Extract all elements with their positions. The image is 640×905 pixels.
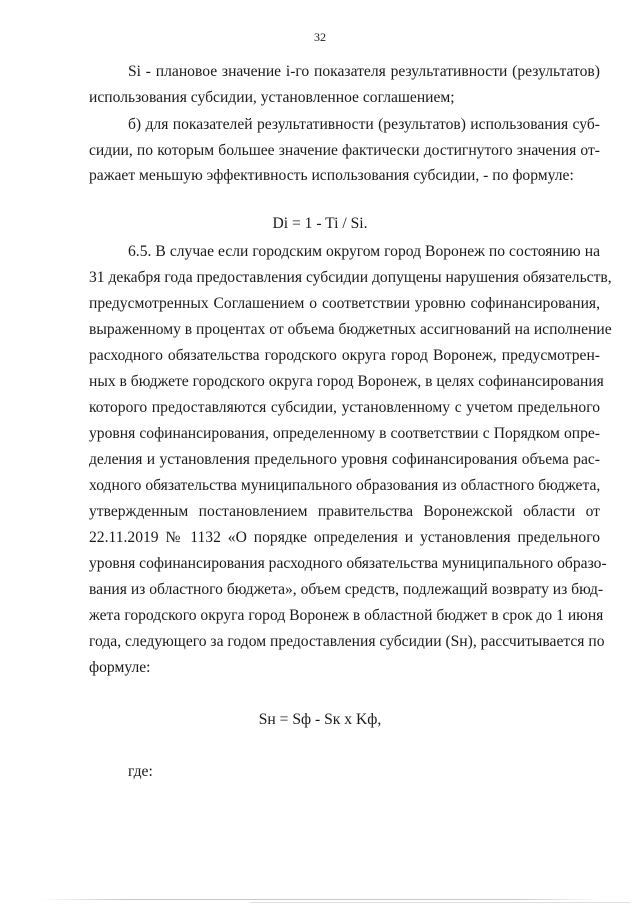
page-number: 32 (314, 30, 326, 44)
scan-edge-line (250, 902, 630, 903)
scan-edge-line (40, 899, 600, 900)
paragraph-3-line-3: предусмотренных Соглашением о соответствии уровню софинансирования, (89, 295, 600, 312)
paragraph-3-line-4: выраженному в процентах от объема бюджетных ассигнований на исполнение (89, 321, 612, 338)
formula-di: Di = 1 - Ti / Si. (272, 215, 368, 232)
paragraph-3-line-16: года, следующего за годом предоставления субсидии (Sн), рассчитывается по (89, 633, 605, 650)
paragraph-2-line-2: сидии, по которым большее значение фактически достигнутого значения от- (89, 142, 600, 159)
paragraph-3-line-15: жета городского округа город Воронеж в областной бюджет в срок до 1 июня (89, 607, 604, 624)
paragraph-3-line-9: деления и установления предельного уровня софинансирования объема рас- (89, 451, 600, 468)
paragraph-1-line-2: использования субсидии, установленное соглашением; (89, 89, 455, 106)
paragraph-3-line-2: 31 декабря года предоставления субсидии допущены нарушения обязательств, (89, 269, 612, 286)
where-label: где: (128, 763, 153, 780)
paragraph-3-line-11: утвержденным постановлением правительства Воронежской области от (89, 503, 600, 520)
paragraph-3-line-5: расходного обязательства городского округа город Воронеж, предусмотрен- (89, 347, 600, 364)
paragraph-3-line-14: вания из областного бюджета», объем средств, подлежащий возврату из бюд- (89, 581, 604, 598)
paragraph-3-line-12: 22.11.2019 № 1132 «О порядке определения и установления предельного (89, 529, 600, 546)
paragraph-3-line-13: уровня софинансирования расходного обязательства муниципального образо- (89, 555, 607, 572)
paragraph-3-line-1: 6.5. В случае если городским округом город Воронеж по состоянию на (128, 243, 600, 260)
paragraph-2-line-1: б) для показателей результативности (результатов) использования суб- (128, 116, 600, 133)
paragraph-3-line-6: ных в бюджете городского округа город Воронеж, в целях софинансирования (89, 373, 604, 390)
formula-sn: Sн = Sф - Sк x Kф, (258, 711, 382, 728)
paragraph-2-line-3: ражает меньшую эффективность использования субсидии, - по формуле: (89, 167, 574, 184)
paragraph-3-line-10: ходного обязательства муниципального образования из областного бюджета, (89, 477, 601, 494)
paragraph-3-line-8: уровня софинансирования, определенному в соответствии с Порядком опре- (89, 425, 600, 442)
paragraph-3-line-17: формуле: (89, 659, 151, 676)
paragraph-1-line-1: Si - плановое значение i-го показателя результативности (результатов) (128, 63, 600, 80)
paragraph-3-line-7: которого предоставляются субсидии, установленному с учетом предельного (89, 399, 600, 416)
